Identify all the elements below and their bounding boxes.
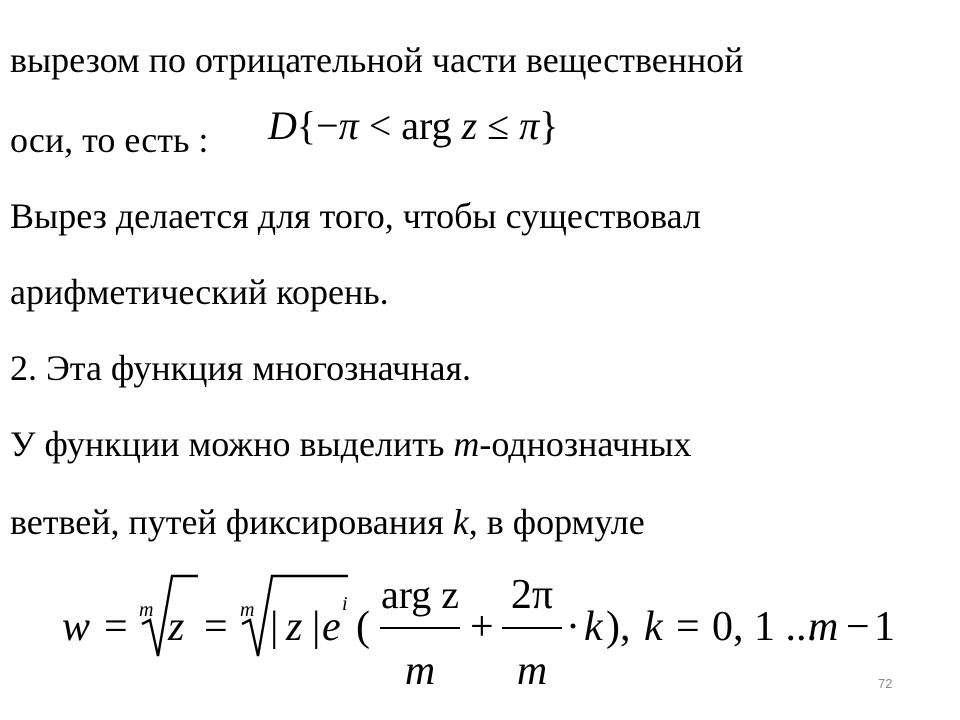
text-line-6-pre: У функции можно выделить <box>10 424 454 464</box>
inline-formula-domain <box>268 104 558 148</box>
formula-equals-1: = <box>104 604 128 650</box>
fraction-1-denominator: m <box>404 648 436 694</box>
text-line-7-var-k: k <box>452 502 469 542</box>
formula-paren-open: ( <box>356 604 370 650</box>
formula-z-1: z <box>168 604 185 650</box>
formula-abs-open: | <box>270 604 279 650</box>
fraction-2-denominator: m <box>516 648 548 694</box>
formula-dot: · <box>566 604 580 650</box>
text-line-6 <box>10 424 691 464</box>
formula-less-than: < <box>368 103 392 148</box>
text-line-7-pre: ветвей, путей фиксирования <box>10 502 453 542</box>
page-number: 72 <box>878 676 893 691</box>
text-line-6-var-m: m <box>453 424 480 464</box>
root-index-2: m <box>240 599 255 621</box>
text-line-5: 2. Эта функция многозначная. <box>10 348 472 388</box>
formula-z: z <box>461 103 478 148</box>
text-line-6-post: -однозначных <box>479 424 692 464</box>
text-line-3: Вырез делается для того, чтобы существовал <box>10 196 701 236</box>
formula-equals-3: = <box>676 604 700 650</box>
formula-open-brace: { <box>296 103 317 148</box>
formula-D: D <box>268 103 297 148</box>
formula-abs-close: | <box>312 604 321 650</box>
text-line-1: вырезом по отрицательной части вещественной <box>10 40 744 80</box>
root-index-1: m <box>139 599 154 621</box>
formula-paren-close: ), <box>606 604 631 650</box>
formula-k-2: k <box>644 604 663 650</box>
formula-plus: + <box>470 604 494 650</box>
fraction-1-numerator-text: arg z <box>380 572 460 617</box>
formula-k-1: k <box>584 604 603 650</box>
formula-e: e <box>322 604 341 650</box>
text-line-2: оси, то есть : <box>10 120 209 160</box>
formula-exponent-i: i <box>342 593 348 615</box>
fraction-2-numerator: 2π <box>510 572 554 618</box>
formula-less-equal: ≤ <box>487 103 510 148</box>
formula-arg: arg <box>401 103 452 148</box>
formula-equals-2: = <box>204 604 228 650</box>
formula-z-2: z <box>286 604 303 650</box>
root-formula <box>0 560 960 710</box>
text-line-4: арифметический корень. <box>10 272 389 312</box>
formula-one: 1 <box>874 604 895 650</box>
formula-pi-2: π <box>519 103 540 148</box>
formula-minus: − <box>316 103 339 148</box>
fraction-1-numerator <box>381 572 459 617</box>
formula-minus: − <box>846 604 870 650</box>
formula-values: 0, 1 ... <box>712 604 817 650</box>
formula-close-brace: } <box>539 103 559 148</box>
formula-m-last: m <box>808 604 839 650</box>
text-line-7 <box>10 502 645 542</box>
formula-pi-1: π <box>338 103 359 148</box>
text-line-7-post: , в формуле <box>468 502 645 542</box>
root-formula-svg <box>0 560 960 710</box>
formula-w: w <box>62 604 91 650</box>
